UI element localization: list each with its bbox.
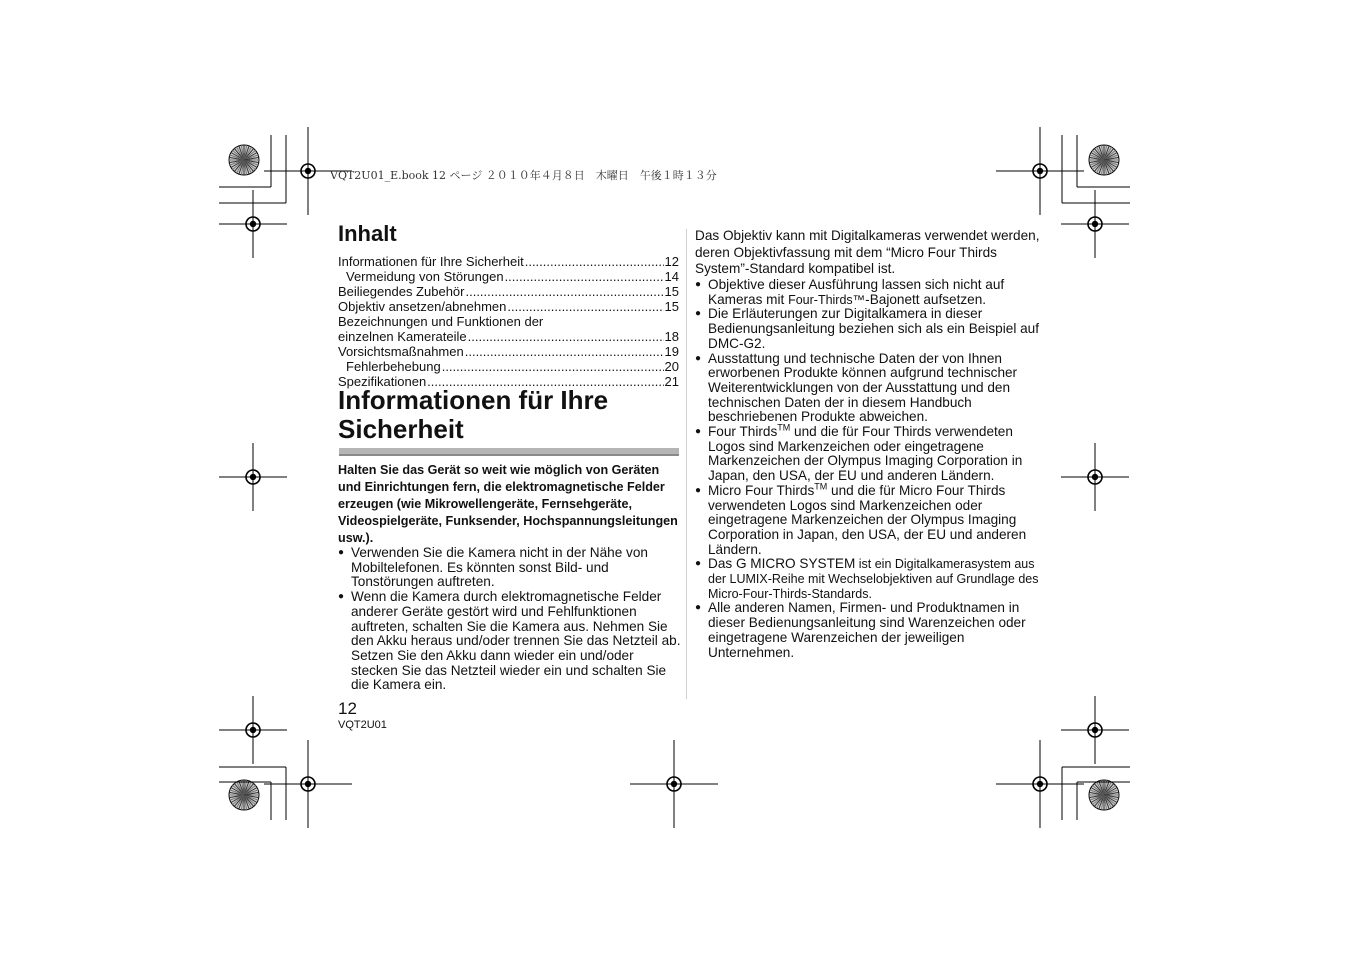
toc-leader-dots <box>468 329 664 344</box>
column-divider <box>686 229 687 699</box>
page-number: 12 <box>338 699 357 718</box>
toc-leader-dots <box>465 344 664 359</box>
model-code: VQT2U01 <box>338 719 387 731</box>
toc-entry <box>338 314 679 329</box>
registration-dot <box>1092 727 1098 733</box>
toc-entry-label: Fehlerbehebung <box>346 359 441 374</box>
toc-leader-dots <box>525 254 664 269</box>
registration-dot <box>250 727 256 733</box>
toc-leader-dots <box>505 269 664 284</box>
toc-entry-page: 15 <box>664 284 679 299</box>
registration-dot <box>1092 474 1098 480</box>
toc-entry-label: Informationen für Ihre Sicherheit <box>338 254 524 269</box>
toc-title: Inhalt <box>338 221 397 246</box>
toc-entry-page: 15 <box>664 299 679 314</box>
registration-dot <box>1092 221 1098 227</box>
toc-entry-page: 18 <box>664 329 679 344</box>
toc-entry-label: Objektiv ansetzen/abnehmen <box>338 299 507 314</box>
toc-entry-page: 12 <box>664 254 679 269</box>
safety-warning: Halten Sie das Gerät so weit wie möglich von Geräten und Einrichtungen fern, die elektromagnetische Felder erzeugen (wie Mikrowellengeräte, Fernsehgeräte, Videospielgeräte, Funksender, Hochspannungsleitungen usw.). <box>338 463 678 545</box>
toc-leader-dots <box>465 284 663 299</box>
registration-dot <box>1037 781 1043 787</box>
toc-entry-label: Beiliegendes Zubehör <box>338 284 465 299</box>
toc-entry-page: 19 <box>664 344 679 359</box>
toc-leader-dots <box>507 299 663 314</box>
toc-entry-label: Vorsichtsmaßnahmen <box>338 344 464 359</box>
section-title-line2: Sicherheit <box>338 414 464 444</box>
toc-entry-label: Vermeidung von Störungen <box>346 269 504 284</box>
note-text: Micro Four Thirds <box>708 482 815 498</box>
toc-leader-dots <box>442 359 664 374</box>
note-text: und die für Four Thirds verwendeten Logos sind Markenzeichen oder eingetragene Markenzeichen der Olympus Imaging Corporation in Japan, den USA, der EU und anderen Ländern. <box>708 424 1023 484</box>
note-text: Four Thirds <box>708 424 778 440</box>
section-title <box>338 386 683 444</box>
trademark-sup: TM <box>814 481 828 492</box>
lens-compatibility-intro: Das Objektiv kann mit Digitalkameras verwendet werden, deren Objektivfassung mit dem “Micro Four Thirds System”-Standard kompatibel ist. <box>695 228 1040 276</box>
list-item: ● Ausstattung und technische Daten der von Ihnen erworbenen Produkte können aufgrund technischer Weiterentwicklungen von der Ausstattung und den technischen Daten der in diesem Handbuch beschriebenen Produkte abweichen. <box>695 352 1040 426</box>
table-of-contents <box>338 254 679 389</box>
notes-list <box>695 278 1040 660</box>
toc-entry-label: einzelnen Kamerateile <box>338 329 467 344</box>
list-item: ● Wenn die Kamera durch elektromagnetische Felder anderer Geräte gestört wird und Fehlfunktionen auftreten, schalten Sie die Kamera aus. Nehmen Sie den Akku heraus und/oder trennen Sie das Netzteil ab. Setzen Sie den Akku dann wieder ein und/oder stecken Sie das Netzteil wieder ein und schalten Sie die Kamera ein. <box>338 590 683 693</box>
registration-dot <box>1037 168 1043 174</box>
registration-dot <box>250 474 256 480</box>
toc-entry-page: 20 <box>664 359 679 374</box>
registration-dot <box>305 781 311 787</box>
trademark-sup: TM <box>777 422 791 433</box>
safety-bullets <box>338 546 683 693</box>
toc-entry <box>338 359 679 374</box>
print-header-line: VQT2U01_E.book 12 ページ ２０１０年４月８日 木曜日 午後１時１３分 <box>330 169 717 182</box>
note-text: -Bajonett aufsetzen. <box>865 291 987 307</box>
list-item: ● Alle anderen Namen, Firmen- und Produktnamen in dieser Bedienungsanleitung sind Warenzeichen oder eingetragene Warenzeichen der jeweiligen Unternehmen. <box>695 601 1040 660</box>
toc-entry-page: 14 <box>664 269 679 284</box>
toc-entry <box>338 254 679 269</box>
list-item: ● Die Erläuterungen zur Digitalkamera in dieser Bedienungsanleitung beziehen sich als ein Beispiel auf DMC-G2. <box>695 307 1040 351</box>
toc-entry <box>338 344 679 359</box>
note-text: Das G MICRO SYSTEM <box>708 556 856 572</box>
toc-entry <box>338 329 679 344</box>
list-item <box>695 557 1040 601</box>
toc-entry-label: Bezeichnungen und Funktionen der <box>338 314 544 329</box>
title-underline-shadow <box>339 454 679 456</box>
list-item <box>695 481 1040 558</box>
toc-entry <box>338 269 679 284</box>
registration-dot <box>305 168 311 174</box>
list-item <box>695 422 1040 484</box>
note-text: und die für Micro Four Thirds verwendeten Logos sind Markenzeichen oder eingetragene Markenzeichen der Olympus Imaging Corporation in Japan, den USA, der EU und anderen Ländern. <box>708 482 1027 557</box>
registration-dot <box>250 221 256 227</box>
note-text: Objektive dieser Ausführung lassen sich nicht auf Kameras mit <box>708 277 1005 307</box>
note-text: ist ein Digitalkamerasystem aus der LUMIX-Reihe mit Wechselobjektiven auf Grundlage des Micro-Four-Thirds-Standards. <box>708 557 1039 601</box>
toc-entry <box>338 284 679 299</box>
toc-entry-page: 21 <box>664 374 679 389</box>
note-text: Four-Thirds™ <box>788 292 866 307</box>
list-item <box>695 278 1040 307</box>
registration-dot <box>671 781 677 787</box>
section-title-line1: Informationen für Ihre <box>338 385 609 415</box>
list-item: ● Verwenden Sie die Kamera nicht in der Nähe von Mobiltelefonen. Es könnten sonst Bild- und Tonstörungen auftreten. <box>338 546 683 590</box>
toc-entry-label: Spezifikationen <box>338 374 427 389</box>
toc-entry <box>338 299 679 314</box>
